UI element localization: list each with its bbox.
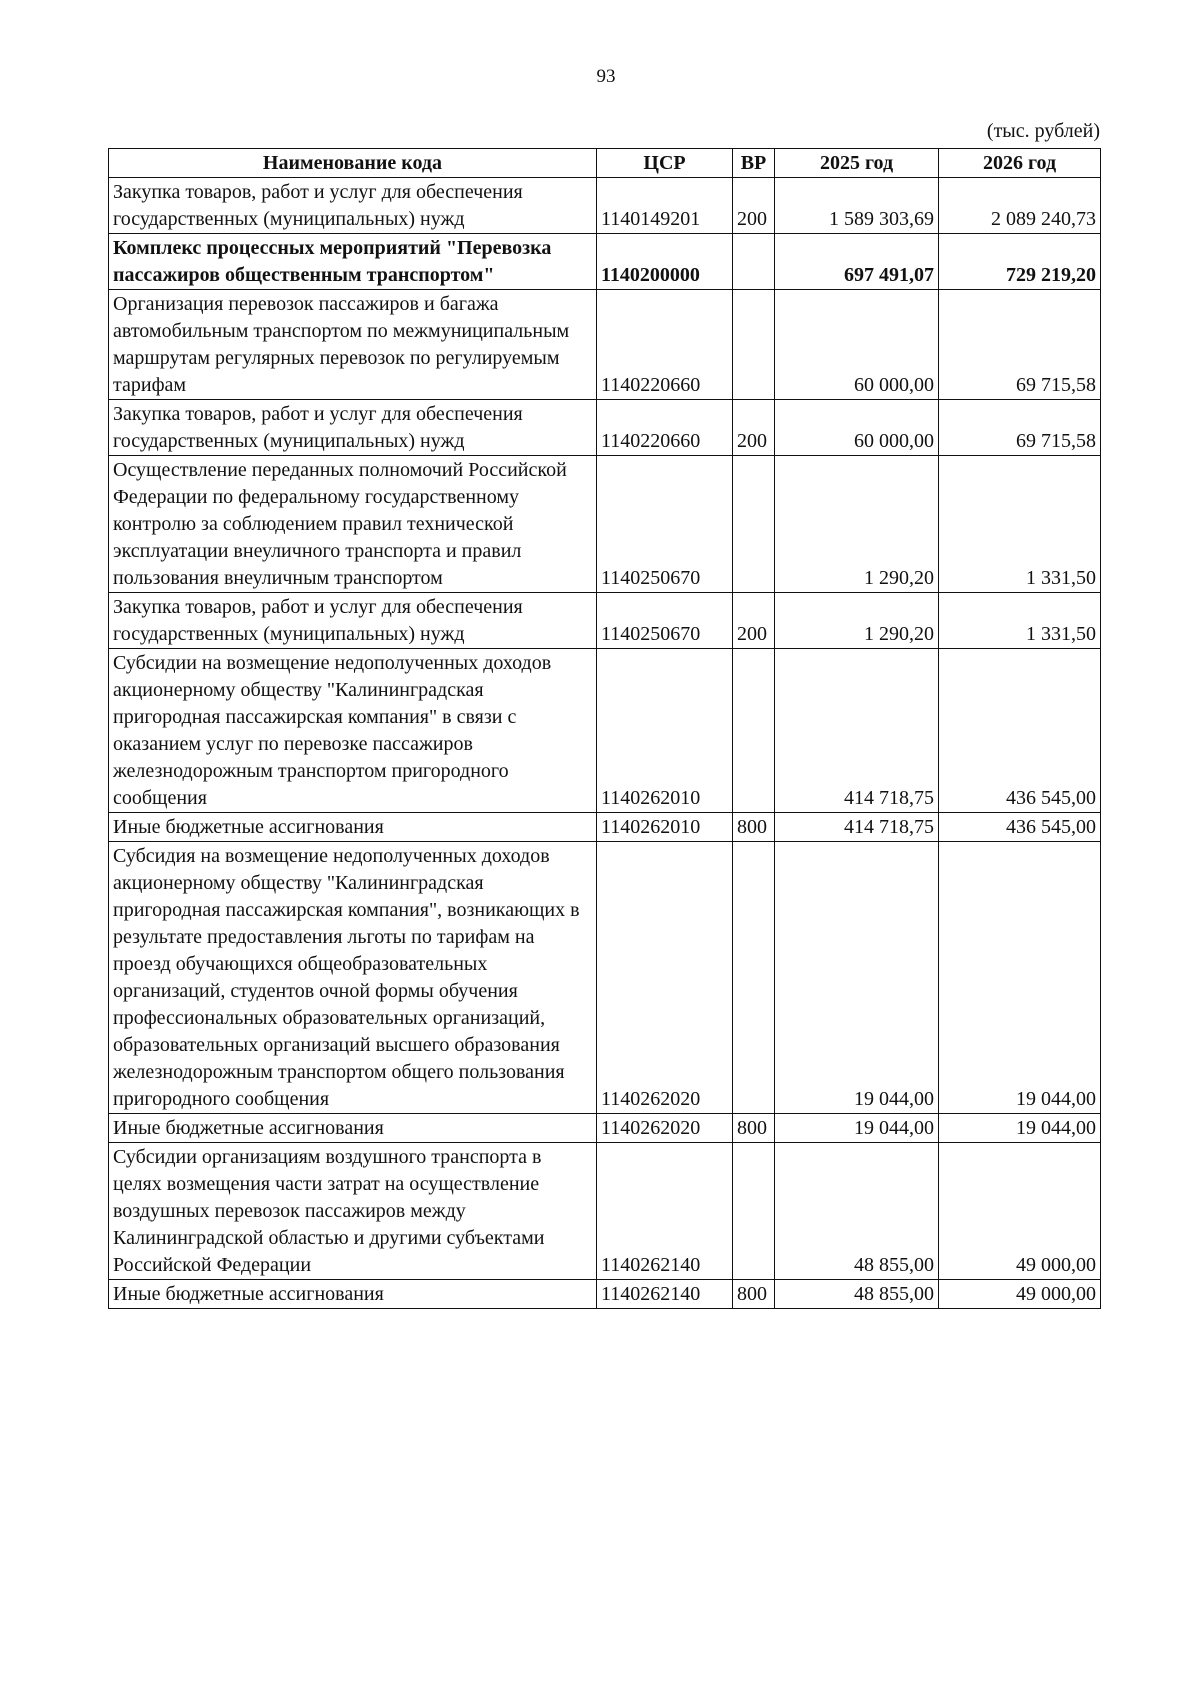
table-row [109, 290, 1101, 400]
row-2026: 1 331,50 [939, 593, 1101, 649]
row-name: Субсидии на возмещение недополученных доходов акционерному обществу "Калининградская пригородная пассажирская компания" в связи с оказанием услуг по перевозке пассажиров железнодорожным транспортом пригородного сообщения [109, 649, 597, 813]
row-2025: 1 589 303,69 [775, 178, 939, 234]
table-row [109, 456, 1101, 593]
header-vr: ВР [733, 149, 775, 178]
row-2026: 436 545,00 [939, 649, 1101, 813]
row-csr: 1140262140 [597, 1280, 733, 1309]
row-2026: 49 000,00 [939, 1280, 1101, 1309]
row-csr: 1140262010 [597, 649, 733, 813]
row-2025: 697 491,07 [775, 234, 939, 290]
row-2026: 19 044,00 [939, 1114, 1101, 1143]
row-csr: 1140262020 [597, 842, 733, 1114]
row-2025: 60 000,00 [775, 290, 939, 400]
row-csr: 1140262140 [597, 1143, 733, 1280]
row-vr [733, 290, 775, 400]
row-name: Организация перевозок пассажиров и багажа автомобильным транспортом по межмуниципальным маршрутам регулярных перевозок по регулируемым тарифам [109, 290, 597, 400]
row-name: Закупка товаров, работ и услуг для обеспечения государственных (муниципальных) нужд [109, 400, 597, 456]
row-name: Иные бюджетные ассигнования [109, 1114, 597, 1143]
row-2025: 60 000,00 [775, 400, 939, 456]
row-name: Закупка товаров, работ и услуг для обеспечения государственных (муниципальных) нужд [109, 593, 597, 649]
row-csr: 1140250670 [597, 456, 733, 593]
header-name: Наименование кода [109, 149, 597, 178]
budget-table [108, 148, 1101, 1309]
table-row [109, 593, 1101, 649]
row-vr [733, 1143, 775, 1280]
row-name: Осуществление переданных полномочий Российской Федерации по федеральному государственному контролю за соблюдением правил технической эксплуатации внеуличного транспорта и правил пользования внеуличным транспортом [109, 456, 597, 593]
table-row [109, 1280, 1101, 1309]
row-csr: 1140250670 [597, 593, 733, 649]
row-2025: 1 290,20 [775, 456, 939, 593]
table-row [109, 842, 1101, 1114]
row-name: Субсидия на возмещение недополученных доходов акционерному обществу "Калининградская пригородная пассажирская компания", возникающих в результате предоставления льготы по тарифам на проезд обучающихся общеобразовательных организаций, студентов очной формы обучения профессиональных образовательных организаций, образовательных организаций высшего образования железнодорожным транспортом общего пользования пригородного сообщения [109, 842, 597, 1114]
row-2025: 1 290,20 [775, 593, 939, 649]
row-2026: 69 715,58 [939, 400, 1101, 456]
row-csr: 1140220660 [597, 400, 733, 456]
table-row [109, 1114, 1101, 1143]
row-csr: 1140262010 [597, 813, 733, 842]
table-row [109, 1143, 1101, 1280]
row-2025: 19 044,00 [775, 842, 939, 1114]
header-2026: 2026 год [939, 149, 1101, 178]
row-name: Закупка товаров, работ и услуг для обеспечения государственных (муниципальных) нужд [109, 178, 597, 234]
row-name: Иные бюджетные ассигнования [109, 1280, 597, 1309]
row-2025: 48 855,00 [775, 1143, 939, 1280]
row-csr: 1140149201 [597, 178, 733, 234]
header-csr: ЦСР [597, 149, 733, 178]
row-vr: 200 [733, 593, 775, 649]
table-row [109, 178, 1101, 234]
row-2026: 69 715,58 [939, 290, 1101, 400]
row-2025: 414 718,75 [775, 813, 939, 842]
table-row [109, 813, 1101, 842]
row-csr: 1140220660 [597, 290, 733, 400]
row-name: Субсидии организациям воздушного транспорта в целях возмещения части затрат на осуществление воздушных перевозок пассажиров между Калининградской областью и другими субъектами Российской Федерации [109, 1143, 597, 1280]
header-2025: 2025 год [775, 149, 939, 178]
row-2025: 414 718,75 [775, 649, 939, 813]
row-2026: 49 000,00 [939, 1143, 1101, 1280]
table-header-row [109, 149, 1101, 178]
row-name: Комплекс процессных мероприятий "Перевозка пассажиров общественным транспортом" [109, 234, 597, 290]
row-vr: 800 [733, 1114, 775, 1143]
row-vr: 800 [733, 1280, 775, 1309]
row-2025: 19 044,00 [775, 1114, 939, 1143]
page-number: 93 [596, 66, 616, 87]
row-vr [733, 456, 775, 593]
row-2025: 48 855,00 [775, 1280, 939, 1309]
table-row [109, 234, 1101, 290]
row-name: Иные бюджетные ассигнования [109, 813, 597, 842]
row-2026: 729 219,20 [939, 234, 1101, 290]
row-csr: 1140262020 [597, 1114, 733, 1143]
row-csr: 1140200000 [597, 234, 733, 290]
row-vr: 200 [733, 400, 775, 456]
row-2026: 19 044,00 [939, 842, 1101, 1114]
table-row [109, 649, 1101, 813]
units-label: (тыс. рублей) [986, 120, 1100, 142]
row-vr: 200 [733, 178, 775, 234]
row-2026: 436 545,00 [939, 813, 1101, 842]
row-vr [733, 842, 775, 1114]
row-2026: 2 089 240,73 [939, 178, 1101, 234]
row-vr [733, 649, 775, 813]
table-row [109, 400, 1101, 456]
row-2026: 1 331,50 [939, 456, 1101, 593]
row-vr [733, 234, 775, 290]
row-vr: 800 [733, 813, 775, 842]
